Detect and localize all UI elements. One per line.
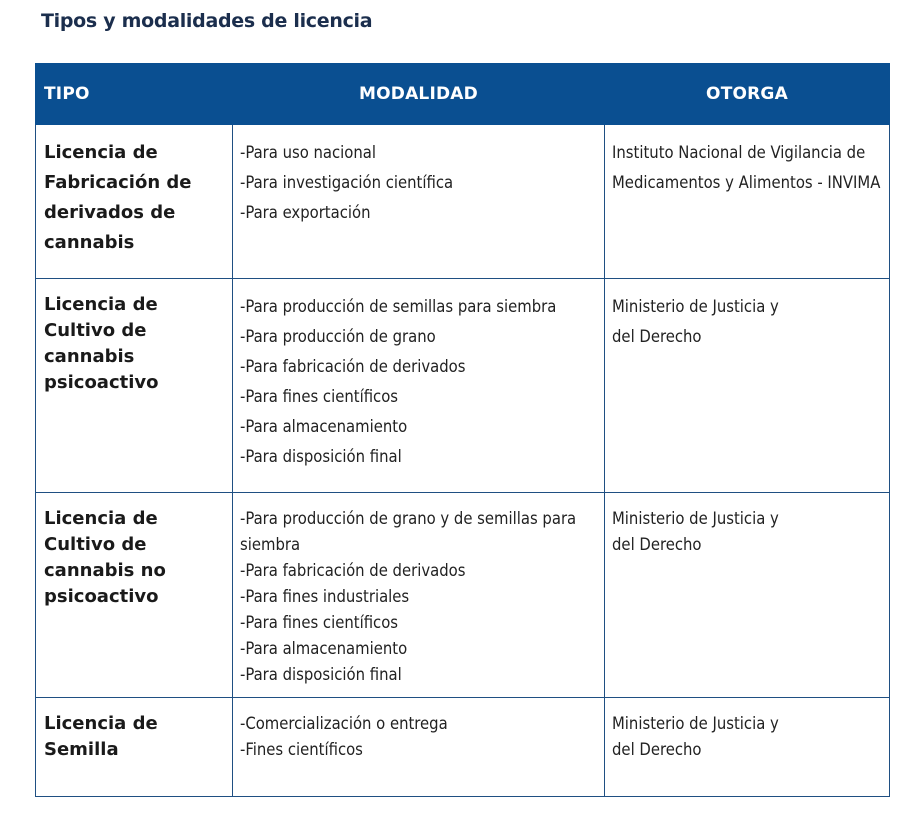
modalidad-cell [233,698,605,797]
otorga-text: Instituto Nacional de Vigilancia de Medicamentos y Alimentos - INVIMA [612,143,881,192]
modalidad-cell [233,493,605,698]
modalidad-item: -Para investigación científica [240,173,454,192]
modalidad-item: -Para producción de grano y de semillas para siembra [240,509,577,554]
tipo-cell: Licencia de Cultivo de cannabis no psicoactivo [36,493,233,698]
modalidad-item: -Para fines industriales [240,587,410,606]
otorga-cell [605,279,890,493]
page-title: Tipos y modalidades de licencia [41,10,373,32]
tipo-cell: Licencia de Fabricación de derivados de cannabis [36,125,233,279]
table-row [36,279,890,493]
otorga-text: Ministerio de Justicia y del Derecho [612,297,779,346]
modalidad-item: -Para uso nacional [240,143,377,162]
modalidad-item: -Para fabricación de derivados [240,357,466,376]
table-row [36,493,890,698]
modalidad-item: -Para fines científicos [240,613,399,632]
header-tipo: TIPO [36,64,233,125]
modalidad-item: -Para producción de semillas para siembra [240,297,557,316]
modalidad-item: -Para disposición final [240,447,402,466]
header-otorga: OTORGA [605,64,890,125]
modalidad-item: -Para almacenamiento [240,417,408,436]
table-row [36,698,890,797]
otorga-text: Ministerio de Justicia y del Derecho [612,714,779,759]
modalidad-item: -Para disposición final [240,665,402,684]
otorga-text: Ministerio de Justicia y del Derecho [612,509,779,554]
header-modalidad: MODALIDAD [233,64,605,125]
modalidad-cell [233,279,605,493]
modalidad-item: -Para producción de grano [240,327,436,346]
modalidad-item: -Fines científicos [240,740,363,759]
tipo-cell: Licencia de Semilla [36,698,233,797]
table-row [36,125,890,279]
modalidad-cell [233,125,605,279]
license-table [35,63,890,797]
modalidad-item: -Comercialización o entrega [240,714,448,733]
modalidad-item: -Para fabricación de derivados [240,561,466,580]
modalidad-item: -Para exportación [240,203,371,222]
otorga-cell [605,698,890,797]
modalidad-item: -Para fines científicos [240,387,399,406]
table-header-row [36,64,890,125]
modalidad-item: -Para almacenamiento [240,639,408,658]
otorga-cell [605,493,890,698]
otorga-cell [605,125,890,279]
tipo-cell: Licencia de Cultivo de cannabis psicoactivo [36,279,233,493]
